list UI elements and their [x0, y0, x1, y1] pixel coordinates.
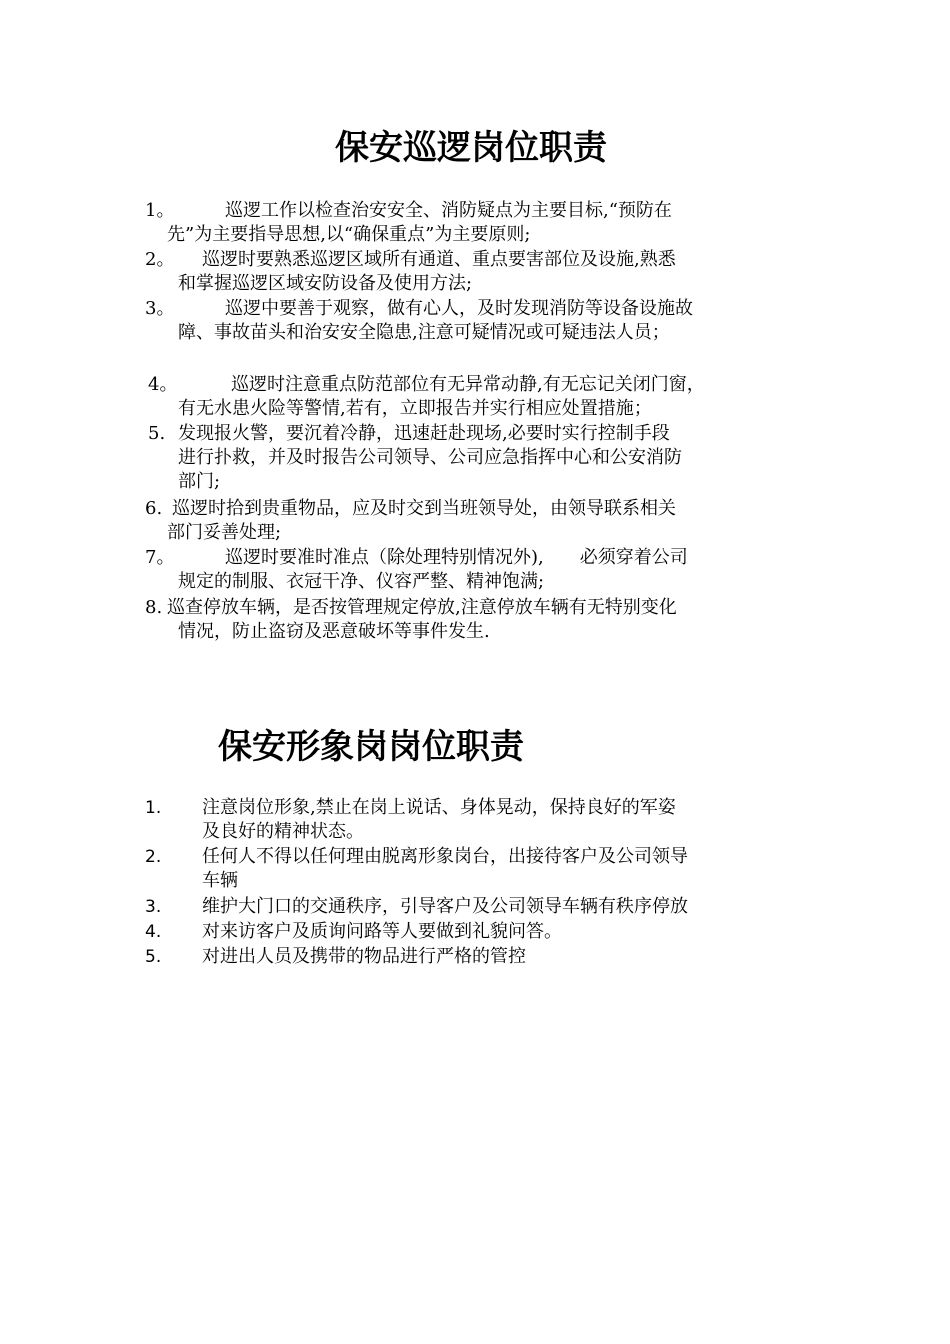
- item-number: 8.: [145, 597, 163, 618]
- item-number: 6.: [145, 498, 163, 519]
- list-item: [145, 596, 825, 644]
- list-item: [145, 945, 825, 969]
- item-text: 障、事故苗头和治安安全隐患,注意可疑情况或可疑违法人员；: [178, 322, 670, 343]
- item-text: 规定的制服、衣冠干净、仪容严整、精神饱满;: [178, 571, 545, 592]
- item-text: 发现报火警，要沉着冷静，迅速赶赴现场,必要时实行控制手段: [178, 423, 670, 444]
- list-item: [145, 796, 825, 844]
- item-number: 5.: [145, 947, 162, 967]
- section-title-image-post: 保安形象岗岗位职责: [218, 727, 524, 767]
- item-text: 对进出人员及携带的物品进行严格的管控: [202, 946, 526, 967]
- item-number: 4.: [145, 922, 162, 942]
- item-number: 3.: [145, 897, 162, 917]
- list-item: [145, 497, 825, 545]
- item-number: 1.: [145, 798, 162, 818]
- item-number: 5.: [148, 423, 166, 444]
- item-text: 有无水患火险等警情,若有，立即报告并实行相应处置措施；: [178, 398, 652, 419]
- item-text: 对来访客户及质询问路等人要做到礼貌问答。: [202, 921, 562, 942]
- item-text: 注意岗位形象,禁止在岗上说话、身体晃动，保持良好的军姿: [202, 797, 676, 818]
- item-text: 巡查停放车辆，是否按管理规定停放,注意停放车辆有无特别变化: [167, 597, 677, 618]
- item-number: 1。: [145, 200, 175, 221]
- section-title-patrol: 保安巡逻岗位职责: [335, 128, 607, 168]
- item-text: 进行扑救，并及时报告公司领导、公司应急指挥中心和公安消防: [178, 447, 682, 468]
- list-item: [145, 248, 825, 296]
- item-text: 巡逻时注意重点防范部位有无异常动静,有无忘记关闭门窗，: [231, 374, 705, 395]
- item-text: 车辆: [202, 870, 238, 891]
- item-text: 巡逻工作以检查治安安全、消防疑点为主要目标,“预防在: [225, 200, 672, 221]
- list-item: [145, 546, 825, 594]
- item-text: 巡逻中要善于观察，做有心人，及时发现消防等设备设施故: [225, 298, 693, 319]
- item-text: 任何人不得以任何理由脱离形象岗台，出接待客户及公司领导: [202, 846, 688, 867]
- item-text: 部门;: [178, 471, 221, 492]
- item-number: 7。: [145, 547, 175, 568]
- item-text: 情况，防止盗窃及恶意破坏等事件发生.: [178, 621, 490, 642]
- list-item: [145, 199, 825, 247]
- list-item: [145, 920, 825, 944]
- item-number: 2.: [145, 847, 162, 867]
- list-item: [145, 297, 825, 345]
- item-text: 先”为主要指导思想,以“确保重点”为主要原则;: [167, 224, 531, 245]
- item-number: 4。: [148, 374, 178, 395]
- item-text: 巡逻时要准时准点（除处理特别情况外), 必须穿着公司: [225, 547, 688, 568]
- item-number: 3。: [145, 298, 175, 319]
- item-number: 2。: [145, 249, 175, 270]
- item-text: 巡逻时拾到贵重物品，应及时交到当班领导处，由领导联系相关: [172, 498, 676, 519]
- item-text: 巡逻时要熟悉巡逻区域所有通道、重点要害部位及设施,熟悉: [202, 249, 676, 270]
- list-item: [148, 422, 828, 494]
- list-item: [145, 895, 825, 919]
- item-text: 维护大门口的交通秩序，引导客户及公司领导车辆有秩序停放: [202, 896, 688, 917]
- item-text: 和掌握巡逻区域安防设备及使用方法;: [178, 273, 473, 294]
- list-item: [148, 373, 828, 421]
- item-text: 及良好的精神状态。: [202, 821, 364, 842]
- item-text: 部门妥善处理;: [167, 522, 282, 543]
- list-item: [145, 845, 825, 893]
